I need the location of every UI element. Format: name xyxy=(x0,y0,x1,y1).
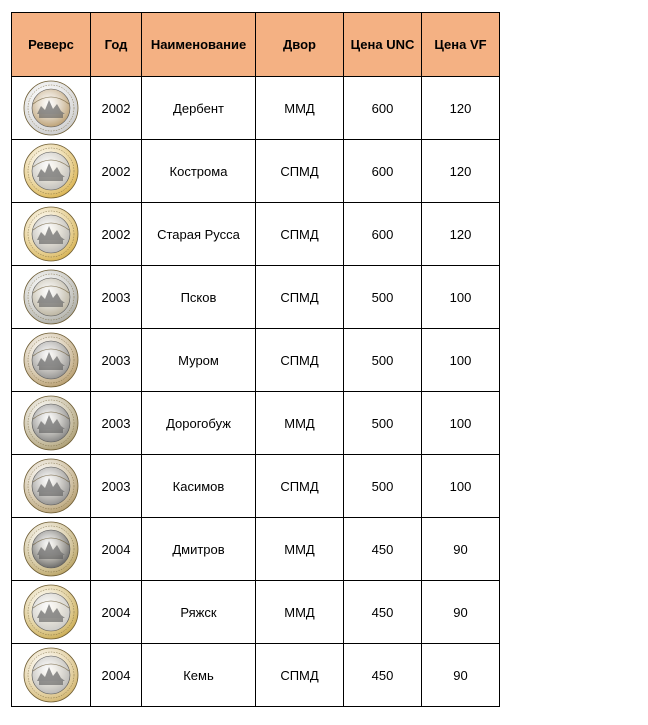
cell-price-unc: 600 xyxy=(344,203,422,266)
cell-year: 2003 xyxy=(91,266,142,329)
cell-name: Дорогобуж xyxy=(142,392,256,455)
cell-price-vf: 100 xyxy=(422,329,500,392)
coin-reverse-image xyxy=(23,80,79,136)
table-row xyxy=(12,266,500,329)
coin-reverse-image xyxy=(23,458,79,514)
cell-name: Псков xyxy=(142,266,256,329)
table-row xyxy=(12,329,500,392)
cell-year: 2003 xyxy=(91,329,142,392)
table-row xyxy=(12,518,500,581)
coin-reverse-image xyxy=(23,206,79,262)
coin-reverse-image xyxy=(23,521,79,577)
cell-price-vf: 100 xyxy=(422,392,500,455)
table-row xyxy=(12,77,500,140)
coin-reverse-image xyxy=(23,584,79,640)
cell-mint: СПМД xyxy=(256,203,344,266)
cell-price-unc: 600 xyxy=(344,140,422,203)
cell-price-vf: 120 xyxy=(422,140,500,203)
cell-price-unc: 500 xyxy=(344,392,422,455)
cell-mint: ММД xyxy=(256,392,344,455)
cell-mint: СПМД xyxy=(256,644,344,707)
cell-name: Кемь xyxy=(142,644,256,707)
coin-reverse-image xyxy=(23,395,79,451)
cell-price-vf: 100 xyxy=(422,266,500,329)
coin-reverse-image xyxy=(23,647,79,703)
cell-year: 2002 xyxy=(91,140,142,203)
cell-year: 2004 xyxy=(91,644,142,707)
cell-name: Муром xyxy=(142,329,256,392)
header-price-vf: Цена VF xyxy=(422,13,500,77)
coin-cell xyxy=(12,644,91,707)
coin-cell xyxy=(12,329,91,392)
cell-mint: СПМД xyxy=(256,455,344,518)
cell-price-unc: 450 xyxy=(344,644,422,707)
header-row xyxy=(12,13,500,77)
coin-cell xyxy=(12,140,91,203)
cell-year: 2004 xyxy=(91,518,142,581)
coin-cell xyxy=(12,266,91,329)
coin-cell xyxy=(12,392,91,455)
cell-price-unc: 450 xyxy=(344,581,422,644)
coin-cell xyxy=(12,77,91,140)
coin-cell xyxy=(12,518,91,581)
coin-cell xyxy=(12,455,91,518)
coin-cell xyxy=(12,581,91,644)
cell-price-unc: 600 xyxy=(344,77,422,140)
header-mint: Двор xyxy=(256,13,344,77)
table-row xyxy=(12,392,500,455)
cell-price-vf: 120 xyxy=(422,77,500,140)
cell-name: Кострома xyxy=(142,140,256,203)
cell-mint: ММД xyxy=(256,77,344,140)
cell-price-unc: 500 xyxy=(344,455,422,518)
cell-price-vf: 90 xyxy=(422,581,500,644)
cell-price-vf: 90 xyxy=(422,644,500,707)
cell-price-vf: 90 xyxy=(422,518,500,581)
coin-reverse-image xyxy=(23,269,79,325)
cell-year: 2003 xyxy=(91,392,142,455)
coin-reverse-image xyxy=(23,143,79,199)
cell-year: 2003 xyxy=(91,455,142,518)
cell-price-unc: 450 xyxy=(344,518,422,581)
cell-year: 2004 xyxy=(91,581,142,644)
cell-mint: ММД xyxy=(256,581,344,644)
cell-price-unc: 500 xyxy=(344,329,422,392)
cell-year: 2002 xyxy=(91,203,142,266)
cell-price-vf: 120 xyxy=(422,203,500,266)
cell-name: Ряжск xyxy=(142,581,256,644)
table-row xyxy=(12,140,500,203)
table-row xyxy=(12,203,500,266)
coin-cell xyxy=(12,203,91,266)
header-year: Год xyxy=(91,13,142,77)
cell-price-vf: 100 xyxy=(422,455,500,518)
cell-name: Старая Русса xyxy=(142,203,256,266)
header-reverse: Реверс xyxy=(12,13,91,77)
header-name: Наименование xyxy=(142,13,256,77)
cell-price-unc: 500 xyxy=(344,266,422,329)
cell-name: Дмитров xyxy=(142,518,256,581)
cell-name: Касимов xyxy=(142,455,256,518)
cell-mint: ММД xyxy=(256,518,344,581)
cell-year: 2002 xyxy=(91,77,142,140)
cell-mint: СПМД xyxy=(256,329,344,392)
cell-mint: СПМД xyxy=(256,140,344,203)
table-row xyxy=(12,644,500,707)
table-row xyxy=(12,581,500,644)
table-row xyxy=(12,455,500,518)
coin-price-table xyxy=(11,12,500,707)
cell-name: Дербент xyxy=(142,77,256,140)
cell-mint: СПМД xyxy=(256,266,344,329)
coin-reverse-image xyxy=(23,332,79,388)
header-price-unc: Цена UNC xyxy=(344,13,422,77)
